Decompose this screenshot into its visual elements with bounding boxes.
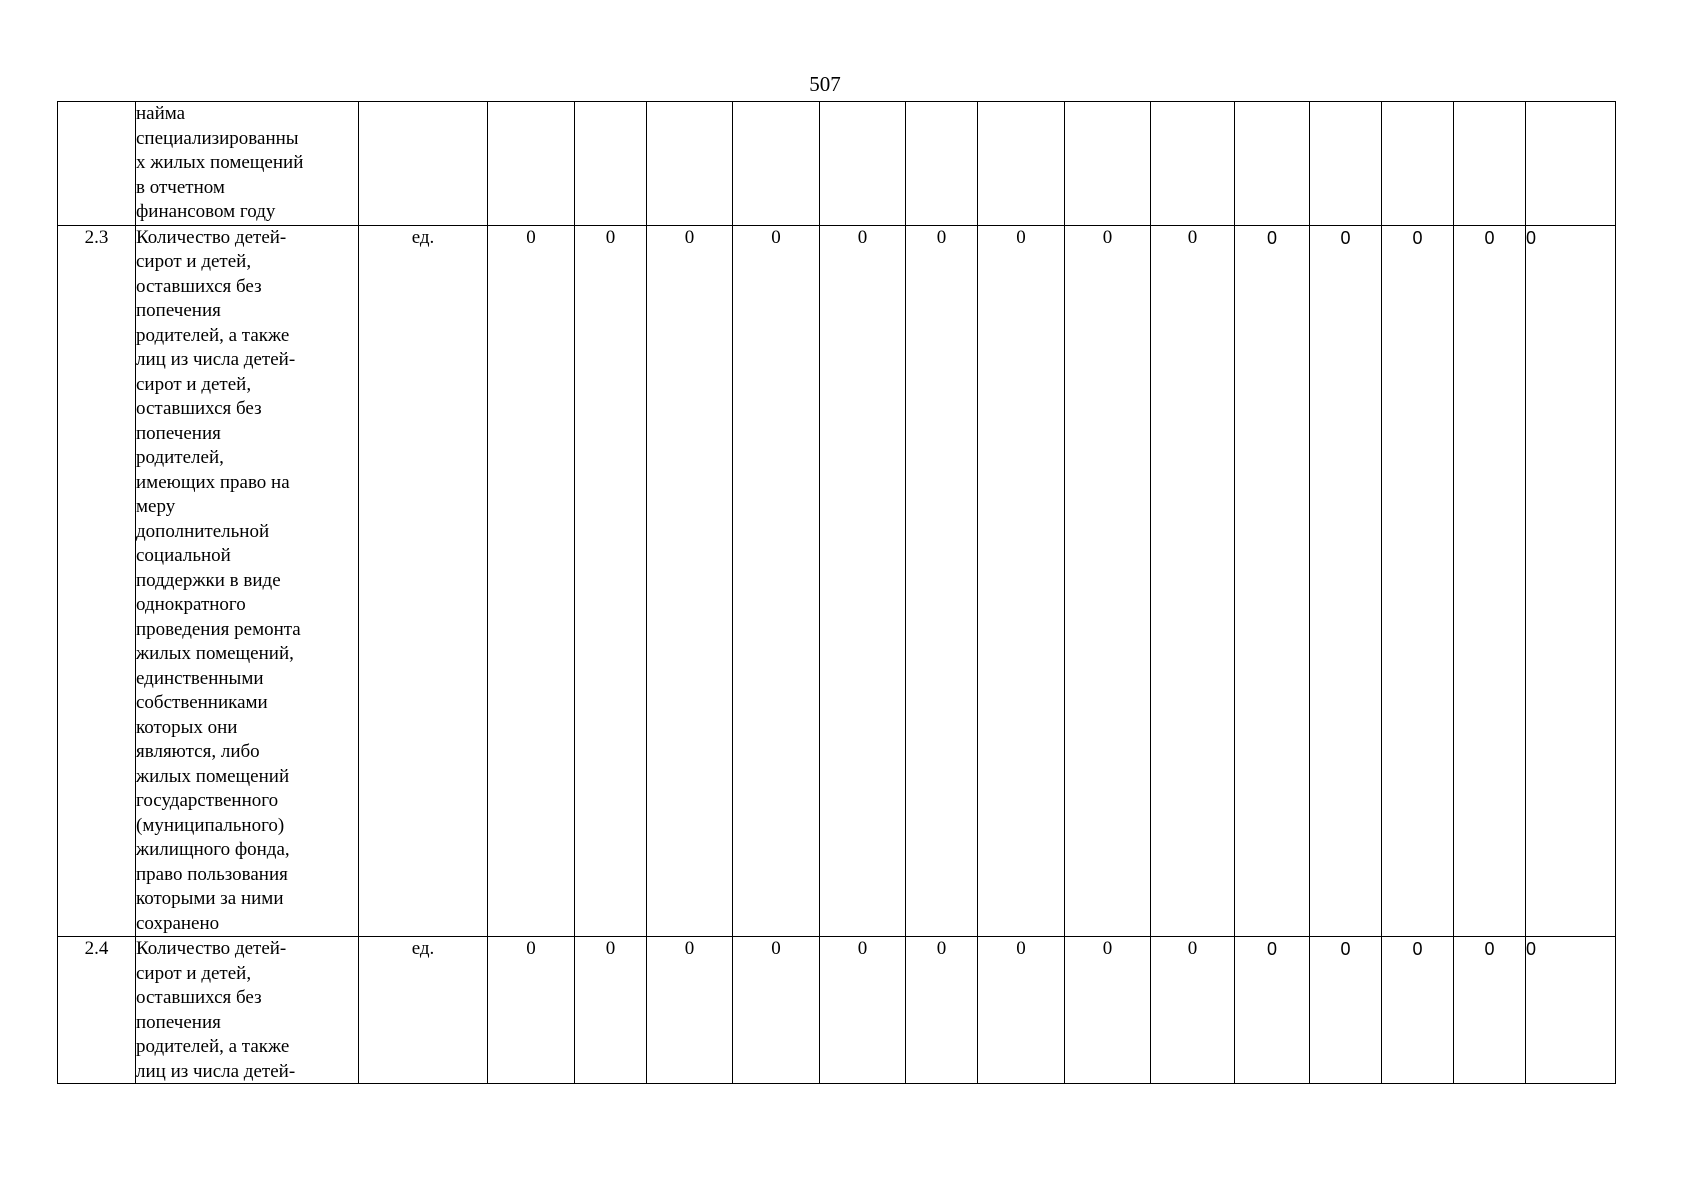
- indicator-name: [136, 937, 359, 1084]
- table-row: [58, 225, 1616, 937]
- indicator-name-line: Количество детей-: [136, 226, 287, 248]
- indicator-name-line: поддержки в виде: [136, 569, 281, 591]
- indicator-name-line: проведения ремонта: [136, 618, 301, 640]
- indicator-name: [136, 102, 359, 226]
- indicator-name-line: жилищного фонда,: [136, 839, 290, 860]
- value-cell: 0: [733, 937, 820, 1084]
- indicator-name-line: однократного: [136, 594, 246, 615]
- value-cell: 0: [1454, 937, 1526, 1084]
- indicator-name-line: родителей,: [136, 447, 224, 468]
- value-cell: 0: [1151, 937, 1235, 1084]
- indicator-name-line: жилых помещений: [136, 765, 290, 787]
- table-row: [58, 937, 1616, 1084]
- indicator-name-line: сохранено: [136, 912, 220, 934]
- indicator-name-line: х жилых помещений: [136, 152, 304, 173]
- indicator-name-line: сирот и детей,: [136, 962, 252, 984]
- indicator-name-line: оставшихся без: [136, 987, 262, 1008]
- indicator-name-line: попечения: [136, 1011, 221, 1033]
- total-cell: 0: [1526, 937, 1616, 1084]
- value-cell: 0: [978, 225, 1065, 937]
- page-number: 507: [809, 72, 841, 96]
- value-cell: 0: [1151, 225, 1235, 937]
- value-cell: 0: [1382, 937, 1454, 1084]
- indicator-name-line: родителей, а также: [136, 324, 290, 346]
- indicator-name-line: право пользования: [136, 863, 288, 885]
- indicator-name-line: финансовом году: [136, 201, 276, 222]
- value-cell: [1235, 102, 1310, 226]
- indicator-name-line: родителей, а также: [136, 1036, 290, 1057]
- indicator-name-line: которыми за ними: [136, 888, 284, 909]
- value-cell: [978, 102, 1065, 226]
- value-cell: 0: [906, 937, 978, 1084]
- value-cell: [488, 102, 575, 226]
- value-cell: [1310, 102, 1382, 226]
- value-cell: [1382, 102, 1454, 226]
- indicator-name-line: в отчетном: [136, 176, 225, 198]
- total-cell: 0: [1526, 225, 1616, 937]
- indicator-name: [136, 225, 359, 937]
- value-cell: 0: [1454, 225, 1526, 937]
- indicator-name-line: лиц из числа детей-: [136, 1060, 296, 1082]
- value-cell: 0: [820, 225, 906, 937]
- value-cell: 0: [820, 937, 906, 1084]
- value-cell: 0: [733, 225, 820, 937]
- value-cell: 0: [488, 937, 575, 1084]
- value-cell: 0: [647, 225, 733, 937]
- indicator-name-line: государственного: [136, 790, 279, 811]
- indicator-name-line: Количество детей-: [136, 938, 287, 959]
- value-cell: 0: [1310, 225, 1382, 937]
- indicator-name-line: лиц из числа детей-: [136, 349, 296, 370]
- row-number: 2.3: [58, 225, 136, 937]
- indicator-name-line: оставшихся без: [136, 275, 262, 297]
- value-cell: [575, 102, 647, 226]
- indicator-name-line: единственными: [136, 667, 264, 689]
- indicator-name-line: жилых помещений,: [136, 643, 294, 664]
- indicator-name-line: оставшихся без: [136, 398, 262, 419]
- value-cell: [733, 102, 820, 226]
- row-number: [58, 102, 136, 226]
- indicator-name-line: которых они: [136, 716, 238, 738]
- indicator-name-line: сирот и детей,: [136, 251, 252, 272]
- value-cell: [647, 102, 733, 226]
- indicator-name-line: являются, либо: [136, 741, 260, 762]
- unit-cell: [359, 102, 488, 226]
- table-row: [58, 102, 1616, 226]
- value-cell: [820, 102, 906, 226]
- value-cell: [906, 102, 978, 226]
- value-cell: [1454, 102, 1526, 226]
- indicator-name-line: попечения: [136, 422, 221, 444]
- indicator-name-line: специализированны: [136, 127, 299, 149]
- indicator-name-line: меру: [136, 496, 176, 517]
- indicator-name-line: сирот и детей,: [136, 373, 252, 395]
- indicator-name-line: найма: [136, 103, 186, 124]
- value-cell: 0: [488, 225, 575, 937]
- indicator-name-line: собственниками: [136, 692, 268, 713]
- indicator-table: [57, 101, 1616, 1084]
- value-cell: 0: [1235, 937, 1310, 1084]
- value-cell: 0: [647, 937, 733, 1084]
- indicator-name-line: имеющих право на: [136, 471, 290, 493]
- value-cell: 0: [906, 225, 978, 937]
- value-cell: 0: [575, 937, 647, 1084]
- unit-cell: ед.: [359, 937, 488, 1084]
- value-cell: 0: [1235, 225, 1310, 937]
- value-cell: 0: [978, 937, 1065, 1084]
- indicator-name-line: (муниципального): [136, 814, 285, 836]
- unit-cell: ед.: [359, 225, 488, 937]
- total-cell: [1526, 102, 1616, 226]
- value-cell: 0: [1065, 225, 1151, 937]
- value-cell: [1065, 102, 1151, 226]
- value-cell: 0: [1382, 225, 1454, 937]
- indicator-name-line: социальной: [136, 545, 231, 566]
- value-cell: [1151, 102, 1235, 226]
- value-cell: 0: [575, 225, 647, 937]
- value-cell: 0: [1065, 937, 1151, 1084]
- indicator-name-line: дополнительной: [136, 520, 270, 542]
- indicator-name-line: попечения: [136, 300, 221, 321]
- value-cell: 0: [1310, 937, 1382, 1084]
- row-number: 2.4: [58, 937, 136, 1084]
